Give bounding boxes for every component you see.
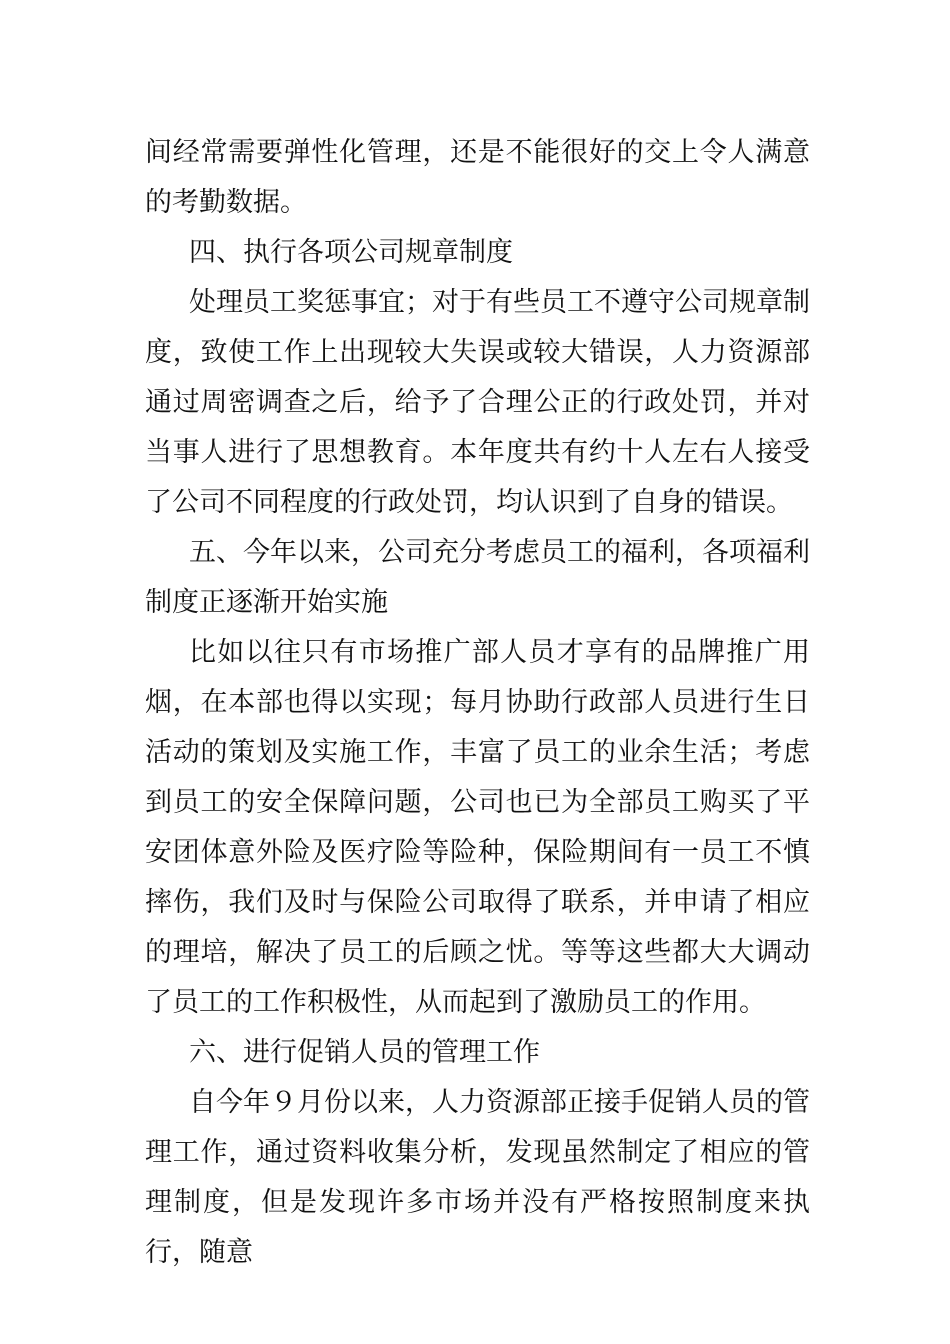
- document-body: [145, 128, 810, 1278]
- paragraph-welfare: 比如以往只有市场推广部人员才享有的品牌推广用烟，在本部也得以实现；每月协助行政部人员进行生日活动的策划及实施工作，丰富了员工的业余生活；考虑到员工的安全保障问题，公司也已为全部员工购买了平安团体意外险及医疗险等险种，保险期间有一员工不慎摔伤，我们及时与保险公司取得了联系，并申请了相应的理培，解决了员工的后顾之忧。等等这些都大大调动了员工的工作积极性，从而起到了激励员工的作用。: [145, 637, 810, 1018]
- paragraph-promoters: 自今年９月份以来，人力资源部正接手促销人员的管理工作，通过资料收集分析，发现虽然制定了相应的管理制度，但是发现许多市场并没有严格按照制度来执行，随意: [145, 1087, 810, 1268]
- section-heading-4: 四、执行各项公司规章制度: [189, 237, 513, 268]
- paragraph-continuation: 间经常需要弹性化管理，还是不能很好的交上令人满意的考勤数据。: [145, 137, 810, 218]
- section-heading-5: 五、今年以来，公司充分考虑员工的福利，各项福利制度正逐渐开始实施: [145, 537, 810, 618]
- section-heading-6: 六、进行促销人员的管理工作: [189, 1037, 540, 1068]
- paragraph-discipline: 处理员工奖惩事宜；对于有些员工不遵守公司规章制度，致使工作上出现较大失误或较大错误，人力资源部通过周密调查之后，给予了合理公正的行政处罚，并对当事人进行了思想教育。本年度共有约十人左右人接受了公司不同程度的行政处罚，均认识到了自身的错误。: [145, 287, 810, 518]
